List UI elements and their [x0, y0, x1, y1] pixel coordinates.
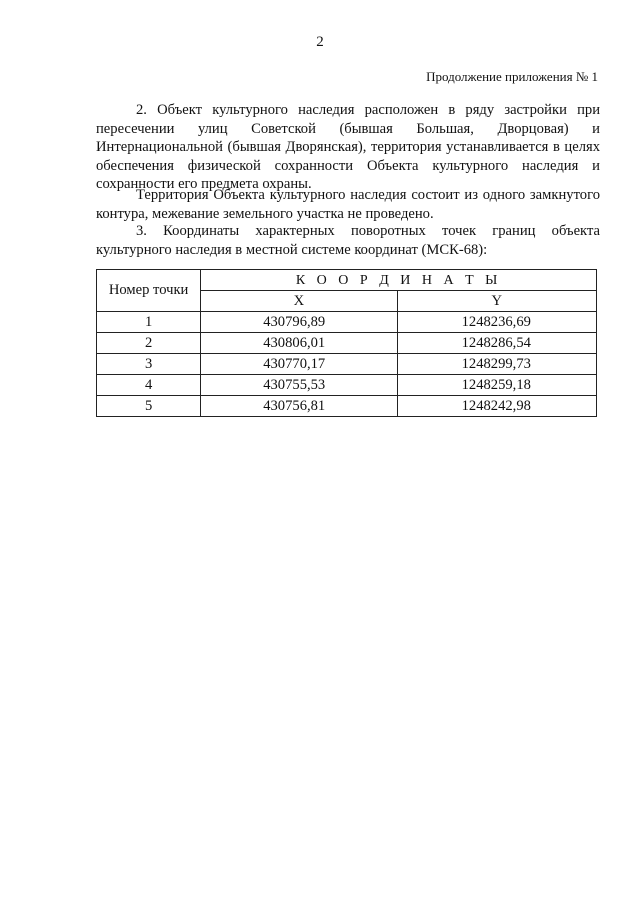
table-row	[97, 312, 597, 333]
cell-point: 3	[97, 354, 201, 375]
paragraph-coordinates-intro	[96, 222, 600, 259]
cell-y: 1248236,69	[397, 312, 596, 333]
cell-x: 430755,53	[201, 375, 397, 396]
paragraph-text: Территория Объекта культурного наследия состоит из одного замкнутого контура, межевание земельного участка не проведено.	[96, 187, 600, 222]
table-row	[97, 354, 597, 375]
table-header-row	[97, 270, 597, 291]
cell-point: 2	[97, 333, 201, 354]
cell-y: 1248299,73	[397, 354, 596, 375]
header-point-number: Номер точки	[97, 270, 201, 312]
table-row	[97, 375, 597, 396]
header-x: X	[201, 291, 397, 312]
table-row	[97, 396, 597, 417]
cell-y: 1248242,98	[397, 396, 596, 417]
coordinates-table	[96, 269, 597, 417]
cell-point: 5	[97, 396, 201, 417]
appendix-note: Продолжение приложения № 1	[426, 69, 598, 84]
paragraph-object-location	[96, 101, 600, 194]
paragraph-territory-contour	[96, 186, 600, 223]
cell-y: 1248259,18	[397, 375, 596, 396]
table-row	[97, 333, 597, 354]
page-number: 2	[316, 34, 324, 50]
cell-x: 430796,89	[201, 312, 397, 333]
cell-x: 430756,81	[201, 396, 397, 417]
header-y: Y	[397, 291, 596, 312]
cell-point: 1	[97, 312, 201, 333]
paragraph-text: 3. Координаты характерных поворотных точек границ объекта культурного наследия в местной системе координат (МСК-68):	[96, 223, 600, 258]
cell-y: 1248286,54	[397, 333, 596, 354]
cell-point: 4	[97, 375, 201, 396]
header-coordinates: К О О Р Д И Н А Т Ы	[201, 270, 597, 291]
cell-x: 430806,01	[201, 333, 397, 354]
cell-x: 430770,17	[201, 354, 397, 375]
paragraph-text: 2. Объект культурного наследия расположен в ряду застройки при пересечении улиц Советской (бывшая Большая, Дворцовая) и Интернациональной (бывшая Дворянская), территория устанавливается в целях обеспечения физической сохранности Объекта культурного наследия и сохранности его предмета охраны.	[96, 102, 600, 192]
